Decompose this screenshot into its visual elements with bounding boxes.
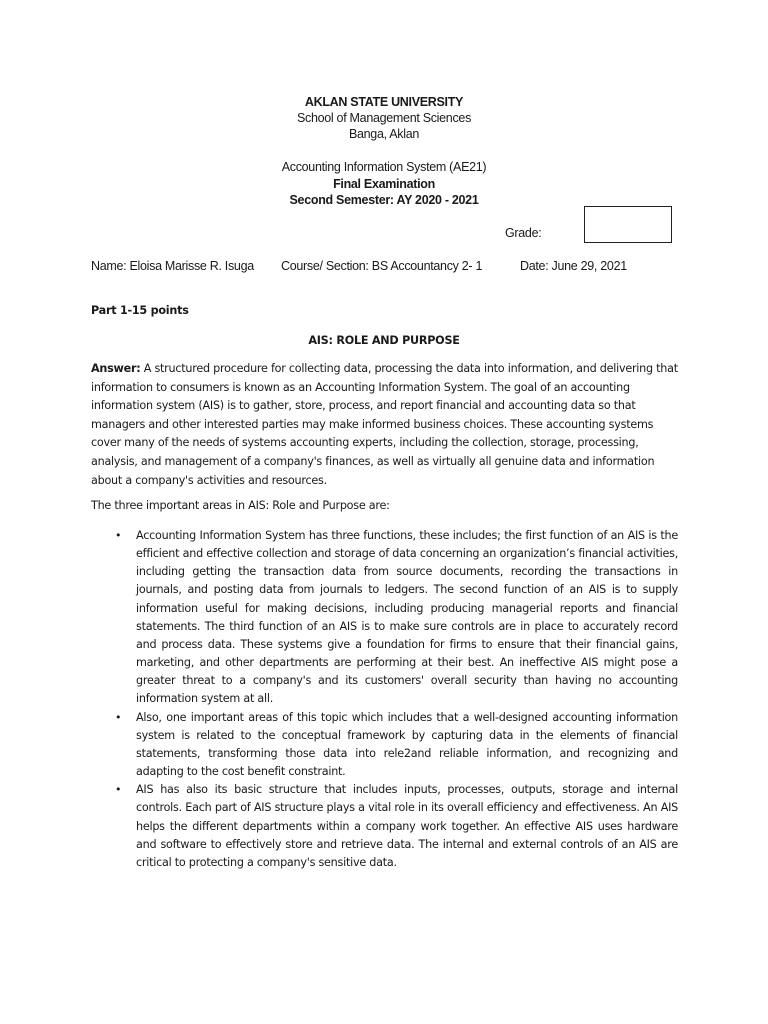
- school-location: Banga, Aklan: [348, 127, 420, 141]
- course-section: Course/ Section: BS Accountancy 2- 1: [281, 259, 483, 273]
- list-item-text: Also, one important areas of this topic which includes that a well-designed accounting information system is related to the conceptual framework by capturing data in the elements of financial statements, transforming those data into rele2and reliable information, and recognizing and adapting to the cost benefit constraint.: [136, 710, 678, 779]
- bullet-icon: •: [115, 783, 122, 797]
- list-item-text: Accounting Information System has three functions, these includes; the first function of an AIS is the efficient and effective collection and storage of data concerning an organization’s financial activities, including getting the transaction data from source documents, recording the transactions in journals, and posting data from journals to ledgers. The second function of an AIS is to supply information useful for making decisions, including producing managerial reports and financial statements. The third function of an AIS is to make sure controls are in place to accurately record and process data. These systems give a foundation for firms to ensure that their financial gains, marketing, and other departments are performing at their best. An ineffective AIS might pose a greater threat to a company's and its customers' overall security than having no accounting information system at all.: [136, 529, 678, 706]
- course-title: Accounting Information System (AE21): [281, 160, 487, 174]
- answer-label: Answer:: [91, 362, 141, 375]
- bullet-list: [91, 527, 678, 872]
- exam-date: Date: June 29, 2021: [520, 259, 627, 273]
- part-label: Part 1-15 points: [91, 304, 189, 317]
- student-name: Name: Eloisa Marisse R. Isuga: [91, 259, 254, 273]
- list-item: [91, 527, 678, 709]
- university-name: AKLAN STATE UNIVERSITY: [304, 95, 464, 109]
- semester-title: Second Semester: AY 2020 - 2021: [289, 193, 479, 207]
- section-title: AIS: ROLE AND PURPOSE: [308, 334, 460, 347]
- grade-box: [584, 206, 672, 243]
- exam-title: Final Examination: [333, 177, 435, 191]
- answer-paragraph: [91, 360, 678, 490]
- answer-text: A structured procedure for collecting data, processing the data into information, and delivering that information to consumers is known as an Accounting Information System. The goal of an accounting information system (AIS) is to gather, store, process, and report financial and accounting data so that managers and other interested parties may make informed business choices. These accounting systems cover many of the needs of systems accounting experts, including the collection, storage, processing, analysis, and management of a company's finances, as well as virtually all genuine data and information about a company's activities and resources.: [91, 362, 678, 487]
- list-item-text: AIS has also its basic structure that includes inputs, processes, outputs, storage and internal controls. Each part of AIS structure plays a vital role in its overall efficiency and effectiveness. An AIS helps the different departments within a company work together. An effective AIS uses hardware and software to effectively store and retrieve data. The internal and external controls of an AIS are critical to protecting a company's sensitive data.: [136, 783, 678, 869]
- school-name: School of Management Sciences: [296, 111, 472, 125]
- intro-sentence: The three important areas in AIS: Role and Purpose are:: [91, 499, 390, 512]
- bullet-icon: •: [115, 529, 122, 542]
- bullet-icon: •: [115, 710, 122, 724]
- grade-label: Grade:: [505, 226, 542, 240]
- list-item: [91, 781, 678, 872]
- list-item: [91, 709, 678, 782]
